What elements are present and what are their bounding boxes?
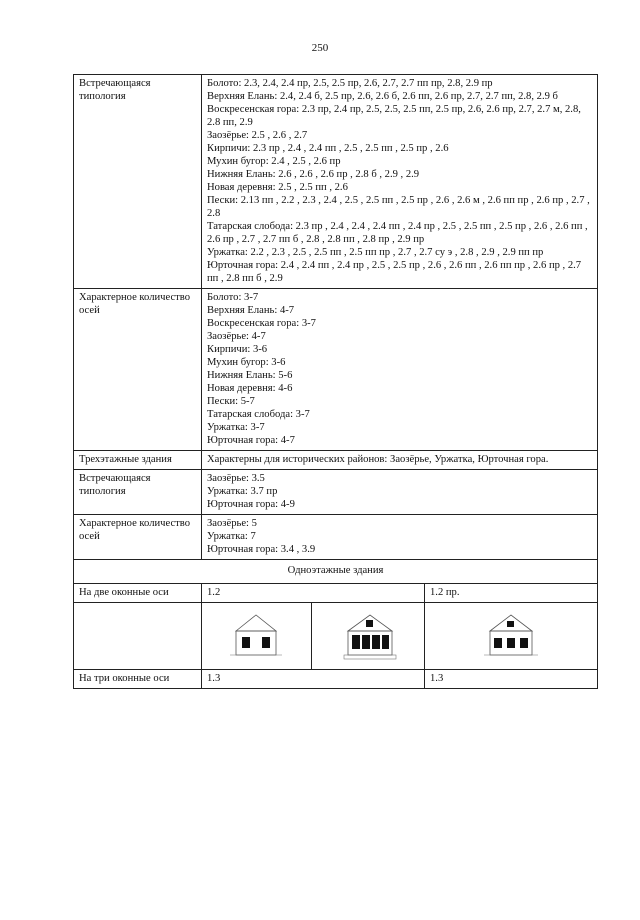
facade-drawing xyxy=(202,603,312,669)
list-item: Кирпичи: 3-6 xyxy=(207,344,268,355)
table-row xyxy=(74,584,598,603)
table-row xyxy=(74,603,598,670)
list-item: Нижняя Елань: 2.6 , 2.6 , 2.6 пр , 2.8 б , 2.9 , 2.9 xyxy=(207,169,420,180)
table-row xyxy=(74,451,598,470)
typology-table xyxy=(73,74,598,689)
axes-list xyxy=(202,515,598,560)
type-code: 1.2 пр. xyxy=(425,584,598,603)
table-row xyxy=(74,515,598,560)
drawings-cell xyxy=(202,603,425,670)
list-item: Кирпичи: 2.3 пр , 2.4 , 2.4 пп , 2.5 , 2.5 пп , 2.5 пр , 2.6 xyxy=(207,143,449,154)
list-item: Заозёрье: 3.5 xyxy=(207,473,265,484)
typology-list xyxy=(202,75,598,289)
facade-drawing xyxy=(425,603,597,669)
list-item: Новая деревня: 2.5 , 2.5 пп , 2.6 xyxy=(207,182,348,193)
list-item: Заозёрье: 2.5 , 2.6 , 2.7 xyxy=(207,130,308,141)
list-item: Верхняя Елань: 4-7 xyxy=(207,305,295,316)
list-item: Уржатка: 3-7 xyxy=(207,422,265,433)
list-item: Мухин бугор: 2.4 , 2.5 , 2.6 пр xyxy=(207,156,341,167)
drawings-cell xyxy=(425,603,598,670)
list-item: Юрточная гора: 2.4 , 2.4 пп , 2.4 пр , 2.5 , 2.5 пр , 2.6 , 2.6 пп , 2.6 пп пр , 2.6 пр , 2.7 пп , 2.8 пп б , 2.9 xyxy=(207,260,582,284)
type-code: 1.3 xyxy=(425,670,598,689)
list-item: Верхняя Елань: 2.4, 2.4 б, 2.5 пр, 2.6, 2.6 б, 2.6 пп, 2.6 пр, 2.7, 2.7 пп, 2.8, 2.9 б xyxy=(207,91,558,102)
table-row xyxy=(74,670,598,689)
list-item: Нижняя Елань: 5-6 xyxy=(207,370,293,381)
list-item: Татарская слобода: 2.3 пр , 2.4 , 2.4 , 2.4 пп , 2.4 пр , 2.5 , 2.5 пп , 2.5 пр , 2.6 , 2.6 пп , 2.6 пр , 2.7 , 2.7 пп б , 2.8 , 2.8 пп , 2.8 пр , 2.9 пр xyxy=(207,221,588,245)
empty-cell xyxy=(74,603,202,670)
table-row xyxy=(74,470,598,515)
list-item: Мухин бугор: 3-6 xyxy=(207,357,286,368)
house-facade-icon xyxy=(480,611,542,663)
list-item: Юрточная гора: 4-9 xyxy=(207,499,295,510)
three-storey-description: Характерны для исторических районов: Заозёрье, Уржатка, Юрточная гора. xyxy=(202,451,598,470)
type-code: 1.3 xyxy=(202,670,425,689)
type-code: 1.2 xyxy=(202,584,425,603)
row-label: На три оконные оси xyxy=(74,670,202,689)
list-item: Юрточная гора: 3.4 , 3.9 xyxy=(207,544,316,555)
list-item: Уржатка: 2.2 , 2.3 , 2.5 , 2.5 пп , 2.5 пп пр , 2.7 , 2.7 су э , 2.8 , 2.9 , 2.9 пп пр xyxy=(207,247,544,258)
table-row xyxy=(74,289,598,451)
facade-drawing xyxy=(316,603,425,669)
axes-list xyxy=(202,289,598,451)
house-facade-icon xyxy=(228,611,284,661)
house-facade-icon xyxy=(340,611,400,663)
row-label: Встречающаяся типология xyxy=(74,470,202,515)
list-item: Заозёрье: 5 xyxy=(207,518,257,529)
list-item: Заозёрье: 4-7 xyxy=(207,331,266,342)
table-row xyxy=(74,560,598,584)
page-number: 250 xyxy=(311,42,329,54)
list-item: Воскресенская гора: 2.3 пр, 2.4 пр, 2.5, 2.5, 2.5 пп, 2.5 пр, 2.6, 2.6 пр, 2.7, 2.7 м, 2.8, 2.8 пп, 2.9 xyxy=(207,104,581,128)
typology-list xyxy=(202,470,598,515)
list-item: Татарская слобода: 3-7 xyxy=(207,409,310,420)
list-item: Воскресенская гора: 3-7 xyxy=(207,318,316,329)
list-item: Пески: 5-7 xyxy=(207,396,255,407)
list-item: Уржатка: 3.7 пр xyxy=(207,486,278,497)
list-item: Юрточная гора: 4-7 xyxy=(207,435,295,446)
row-label: Встречающаяся типология xyxy=(74,75,202,289)
row-label: На две оконные оси xyxy=(74,584,202,603)
section-header: Одноэтажные здания xyxy=(74,560,598,584)
list-item: Болото: 2.3, 2.4, 2.4 пр, 2.5, 2.5 пр, 2.6, 2.7, 2.7 пп пр, 2.8, 2.9 пр xyxy=(207,78,493,89)
row-label: Трехэтажные здания xyxy=(74,451,202,470)
row-label: Характерное количество осей xyxy=(74,515,202,560)
row-label: Характерное количество осей xyxy=(74,289,202,451)
list-item: Уржатка: 7 xyxy=(207,531,256,542)
list-item: Новая деревня: 4-6 xyxy=(207,383,293,394)
list-item: Пески: 2.13 пп , 2.2 , 2.3 , 2.4 , 2.5 , 2.5 пп , 2.5 пр , 2.6 , 2.6 м , 2.6 пп пр , 2.6 пр , 2.7 , 2.8 xyxy=(207,195,590,219)
table-row xyxy=(74,75,598,289)
list-item: Болото: 3-7 xyxy=(207,292,259,303)
